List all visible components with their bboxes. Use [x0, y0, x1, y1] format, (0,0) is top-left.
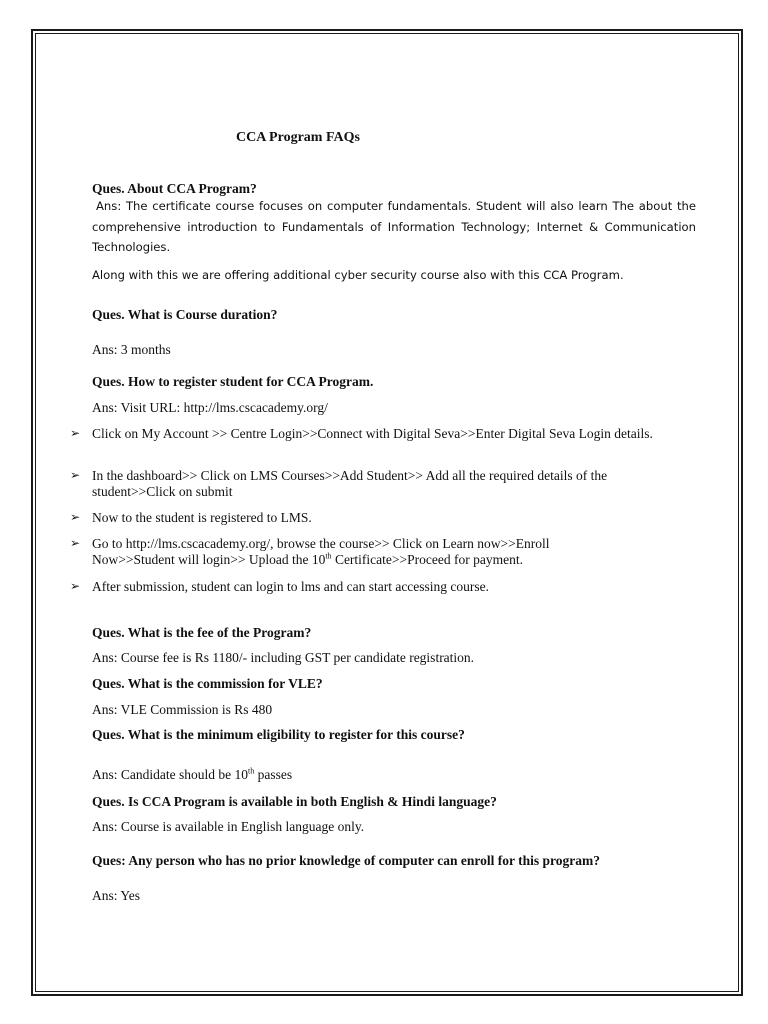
faq-question-language: Ques. Is CCA Program is available in both English & Hindi language?	[92, 794, 497, 809]
faq-answer-commission: Ans: VLE Commission is Rs 480	[92, 702, 273, 717]
faq-answer-duration: Ans: 3 months	[92, 342, 171, 357]
faq-answer-register: Ans: Visit URL: http://lms.cscacademy.org/	[92, 400, 328, 415]
register-step-text: Certificate>>Proceed for payment.	[331, 552, 523, 567]
register-step-text: Go to http://lms.cscacademy.org/, browse the course>> Click on Learn now>>Enroll Now>>Student will login>> Upload the 10	[92, 536, 550, 567]
faq-answer-about-extra: Along with this we are offering additional cyber security course also with this CCA Program.	[92, 268, 624, 282]
faq-question-commission: Ques. What is the commission for VLE?	[92, 676, 323, 691]
register-step: Now to the student is registered to LMS.	[92, 510, 312, 525]
bullet-arrow-icon: ➢	[70, 510, 81, 524]
faq-answer-eligibility	[92, 767, 292, 783]
bullet-arrow-icon: ➢	[70, 579, 81, 593]
faq-question-prior-knowledge: Ques: Any person who has no prior knowledge of computer can enroll for this program?	[92, 853, 601, 868]
register-step: Click on My Account >> Centre Login>>Connect with Digital Seva>>Enter Digital Seva Login details.	[92, 426, 653, 441]
faq-answer-about: Ans: The certificate course focuses on computer fundamentals. Student will also learn The about the comprehensive introduction to Fundamentals of Information Technology; Internet & Communication Technologies.	[92, 199, 696, 254]
bullet-arrow-icon: ➢	[70, 536, 81, 550]
superscript: th	[247, 766, 255, 776]
register-step: In the dashboard>> Click on LMS Courses>>Add Student>> Add all the required details of the student>>Click on submit	[92, 468, 608, 499]
bullet-arrow-icon: ➢	[70, 426, 81, 440]
faq-answer-prior-knowledge: Ans: Yes	[92, 888, 141, 903]
answer-text: passes	[254, 767, 293, 782]
faq-answer-language: Ans: Course is available in English language only.	[92, 819, 365, 834]
superscript: th	[325, 551, 332, 561]
faq-question-about: Ques. About CCA Program?	[92, 181, 257, 196]
faq-question-fee: Ques. What is the fee of the Program?	[92, 625, 312, 640]
faq-question-register: Ques. How to register student for CCA Program.	[92, 374, 374, 389]
register-step	[92, 536, 632, 568]
bullet-arrow-icon: ➢	[70, 468, 81, 482]
register-step: After submission, student can login to lms and can start accessing course.	[92, 579, 490, 594]
answer-text: Ans: Candidate should be 10	[92, 767, 248, 782]
faq-question-eligibility: Ques. What is the minimum eligibility to register for this course?	[92, 727, 465, 742]
page-title: CCA Program FAQs	[236, 130, 360, 145]
faq-answer-fee: Ans: Course fee is Rs 1180/- including GST per candidate registration.	[92, 650, 475, 665]
faq-question-duration: Ques. What is Course duration?	[92, 307, 278, 322]
